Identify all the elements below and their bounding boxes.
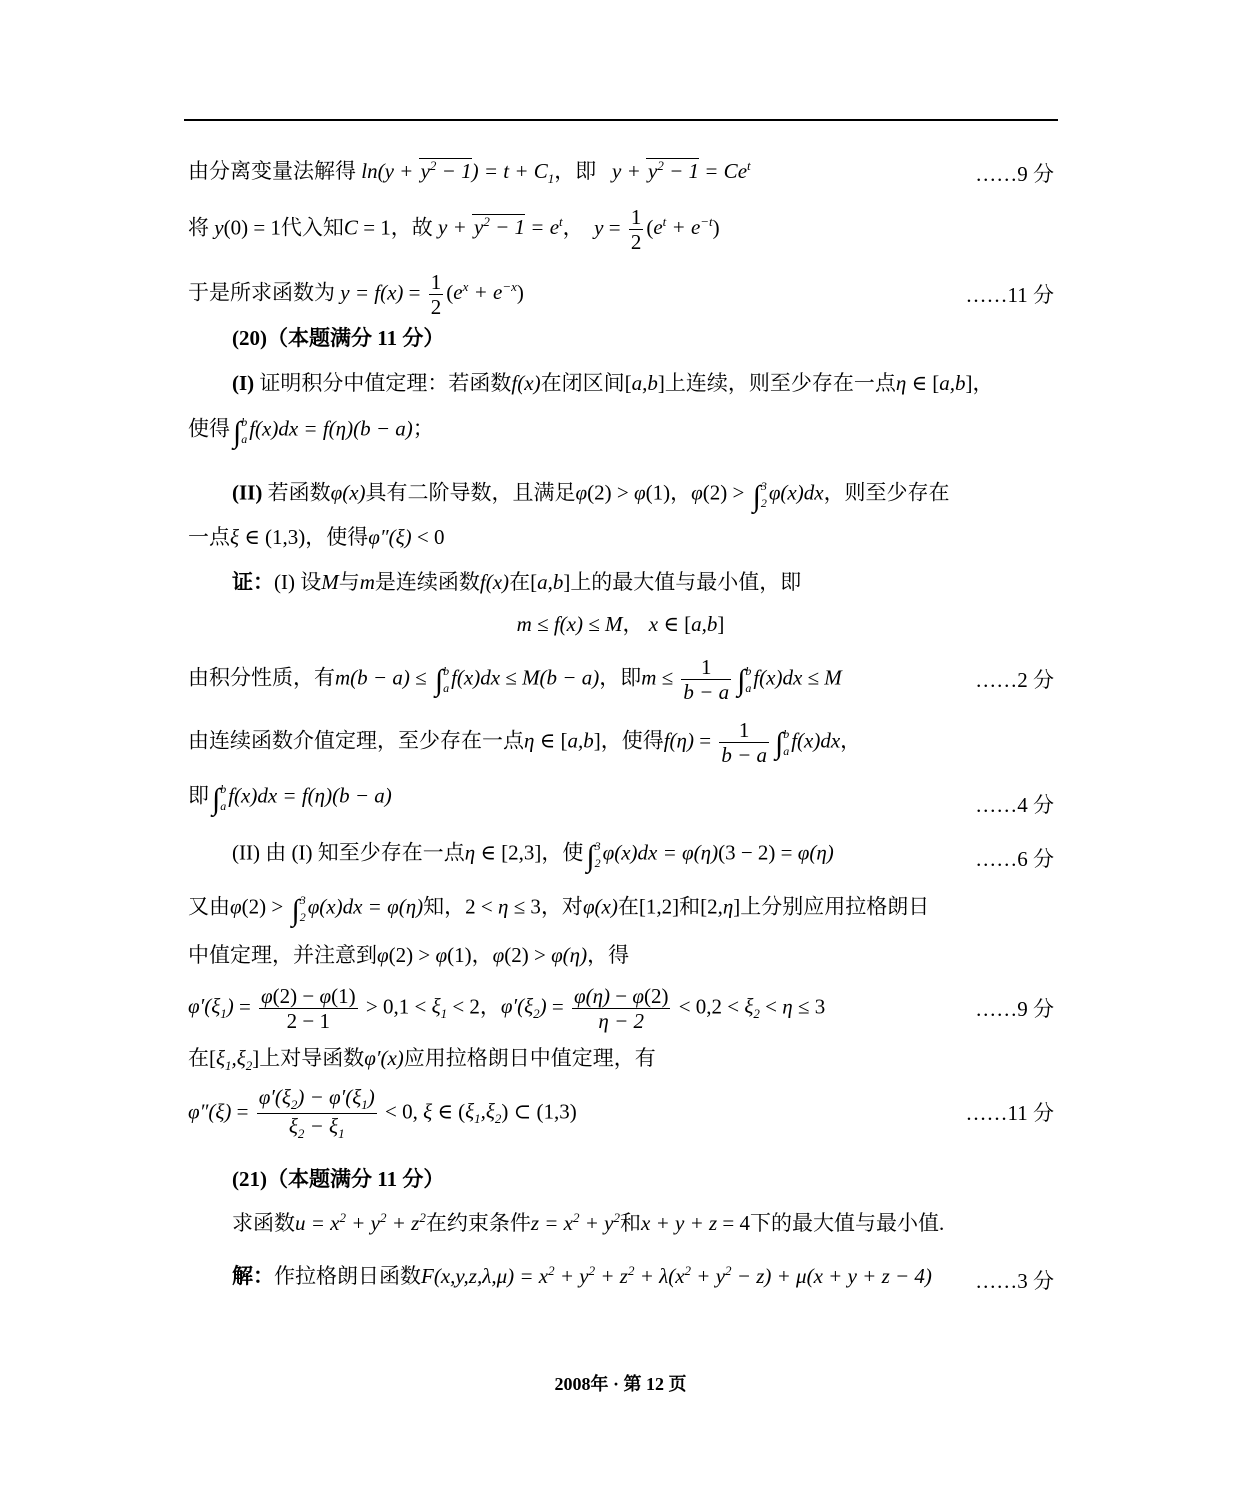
score-label: ……9 分 (975, 997, 1054, 1021)
page-footer: 2008年 · 第 12 页 (554, 1374, 687, 1394)
score-label: ……3 分 (975, 1269, 1054, 1293)
text-line: 在$[\xi_1,\xi_2]$上对导函数φ′(x)应用拉格朗日中值定理，有 (188, 1046, 656, 1074)
score-label: ……2 分 (975, 668, 1054, 692)
text-line: 解：作拉格朗日函数$F(x,y,z,\lambda,\mu) = x^2 + y^2 + z^2 + \lambda(x^2 + y^2 - z) + \mu(x + y + z - 4)$ (232, 1263, 932, 1288)
text-line: 使得 ∫ b a f(x)dx = f(η)(b − a)； (188, 415, 434, 449)
header-rule (184, 119, 1058, 121)
text-line: 将 y(0) = 1代入知C = 1，故 $y + y^2 - 1 = e^t$， y = $\frac{1}{2}$ $(e^t + e^{-t})$ (188, 205, 720, 255)
score-label: ……11 分 (965, 283, 1054, 307)
text-line: (II) 由 (I) 知至少存在一点η ∈ [2,3]，使 ∫ 3 2 φ(x)dx = φ(η)(3 − 2) = φ(η) (232, 839, 834, 873)
score-label: ……6 分 (975, 847, 1054, 871)
score-label: ……4 分 (975, 793, 1054, 817)
score-label: ……11 分 (965, 1101, 1054, 1125)
question-title: (20)（本题满分 11 分） (232, 326, 445, 350)
text-line: 由积分性质，有m(b − a) ≤ ∫ b a f(x)dx ≤ M(b − a)，即m ≤ $\frac{1}{b - a}$ ∫ b a f(x)dx ≤ M (188, 655, 842, 705)
score-label: ……9 分 (975, 162, 1054, 186)
formula-line: $\varphi'(\xi_1)$ = $\frac{\varphi(2) - \varphi(1)}{2 - 1}$ > $0,1 < \xi_1 < 2$，$\varphi'(\xi_2)$ = $\frac{\varphi(\eta) - \varphi(2)}{\eta - 2}$ < $0,2 < \xi_2 < \eta \le 3$ (188, 984, 826, 1034)
text-line: 求函数$u = x^2 + y^2 + z^2$在约束条件$z = x^2 + y^2$和x + y + z = 4下的最大值与最小值. (232, 1210, 945, 1235)
text-line: 于是所求函数为 y = f(x) = $\frac{1}{2}$ $(e^x + e^{-x})$ (188, 270, 524, 320)
text-line: 一点ξ ∈ (1,3)，使得φ″(ξ) < 0 (188, 525, 445, 549)
text-line: (I) 证明积分中值定理：若函数f(x)在闭区间[a,b]上连续，则至少存在一点η ∈ [a,b]， (232, 371, 994, 395)
text-line: 证：(I) 设M与m是连续函数f(x)在[a,b]上的最大值与最小值，即 (232, 570, 802, 594)
text-line: 中值定理，并注意到φ(2) > φ(1)，φ(2) > φ(η)，得 (188, 943, 630, 967)
text-line: (II) 若函数φ(x)具有二阶导数，且满足φ(2) > φ(1)，φ(2) > ∫ 3 2 φ(x)dx，则至少存在 (232, 479, 950, 513)
text-line: 由分离变量法解得 $\ln(y + y^2 - 1) = t + C_1$，即 $y + y^2 - 1 = Ce^t$ (188, 158, 751, 187)
formula-line: m ≤ f(x) ≤ M， x ∈ [a,b] (516, 612, 725, 636)
question-title: (21)（本题满分 11 分） (232, 1167, 445, 1191)
text-line: 又由φ(2) > ∫ 3 2 φ(x)dx = φ(η)知，2 < η ≤ 3，对φ(x)在[1,2]和[2,η]上分别应用拉格朗日 (188, 893, 930, 927)
text-line: 由连续函数介值定理，至少存在一点η ∈ [a,b]，使得f(η) = $\frac{1}{b - a}$ ∫ b a f(x)dx， (188, 718, 862, 768)
text-line: 即 ∫ b a f(x)dx = f(η)(b − a) (188, 782, 392, 816)
formula-line: φ″(ξ) = $\frac{\varphi'(\xi_2) - \varphi'(\xi_1)}{\xi_2 - \xi_1}$ < 0, ξ ∈ $(\xi_1,\xi_2)$ ⊂ (1,3) (188, 1085, 577, 1142)
